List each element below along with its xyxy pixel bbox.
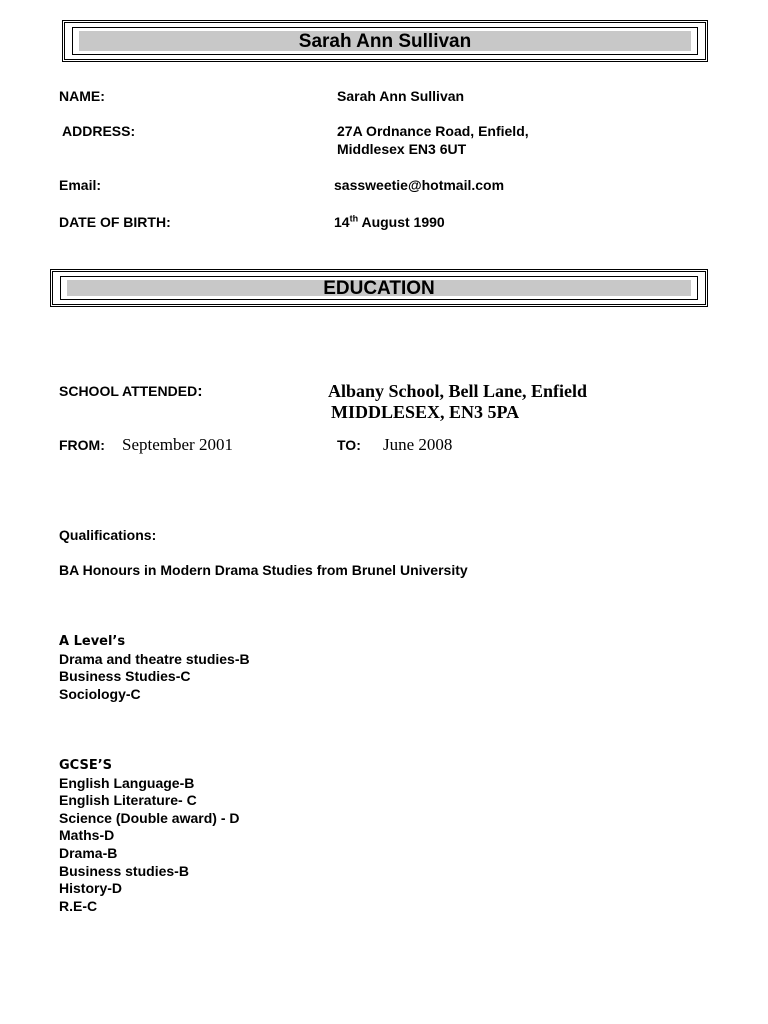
list-item: History-D xyxy=(59,880,123,897)
list-item: Drama and theatre studies-B xyxy=(59,650,250,667)
education-title-box xyxy=(50,269,708,307)
list-item: Drama-B xyxy=(59,844,118,861)
list-item: Maths-D xyxy=(59,827,115,844)
list-item: Business studies-B xyxy=(59,862,189,879)
from-label: FROM: xyxy=(59,437,105,453)
address-line-2: Middlesex EN3 6UT xyxy=(337,141,467,157)
from-value: September 2001 xyxy=(122,435,233,454)
a-levels-list xyxy=(59,633,250,703)
list-item: R.E-C xyxy=(59,897,98,914)
email-value: sassweetie@hotmail.com xyxy=(334,177,505,193)
dob-month-year: August 1990 xyxy=(361,214,445,230)
gcse-heading: GCSE’S xyxy=(59,758,112,773)
name-title-box xyxy=(62,20,708,62)
dob-label: DATE OF BIRTH: xyxy=(59,214,171,230)
degree: BA Honours in Modern Drama Studies from Brunel University xyxy=(59,562,468,578)
address-line-1: 27A Ordnance Road, Enfield, xyxy=(337,123,529,139)
dob-suffix: th xyxy=(349,213,359,224)
name-label: NAME: xyxy=(59,88,105,104)
list-item: Sociology-C xyxy=(59,685,141,702)
to-label: TO: xyxy=(337,437,361,453)
school-line-2: MIDDLESEX, EN3 5PA xyxy=(331,402,520,422)
address-label: ADDRESS: xyxy=(62,123,136,139)
dob-value xyxy=(334,213,445,231)
a-levels-heading: A Level’s xyxy=(59,634,126,649)
email-label: Email: xyxy=(59,177,102,193)
school-label: SCHOOL ATTENDED: xyxy=(59,383,203,400)
list-item: Science (Double award) - D xyxy=(59,809,240,826)
dob-day: 14 xyxy=(334,214,350,230)
name-title: Sarah Ann Sullivan xyxy=(79,31,691,51)
list-item: English Language-B xyxy=(59,774,195,791)
name-value: Sarah Ann Sullivan xyxy=(337,88,465,104)
education-heading: EDUCATION xyxy=(67,280,691,296)
gcse-list xyxy=(59,757,239,915)
qualifications-label: Qualifications: xyxy=(59,527,157,543)
to-value: June 2008 xyxy=(383,435,453,454)
list-item: English Literature- C xyxy=(59,792,197,809)
list-item: Business Studies-C xyxy=(59,668,191,685)
school-line-1: Albany School, Bell Lane, Enfield xyxy=(328,381,588,401)
